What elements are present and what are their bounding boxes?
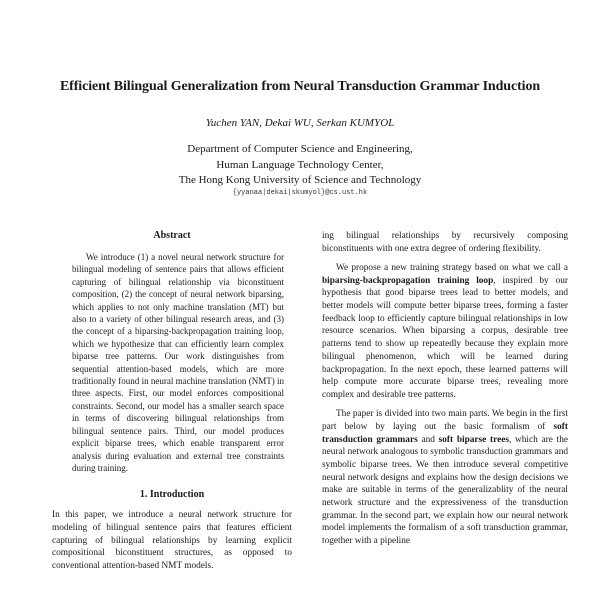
- text-span: , which are the neural network analogous to symbolic transduction grammars and symbolic biparse trees. We then introduce several competitive neural network designs and explains how the design decisions we make are suitable in terms of the generalizablity of the neural network structure and the expressiveness of the transduction grammar. In the second part, we explain how our neural network model implements the formalism of a soft transduction grammar, together with a pipeline: [322, 434, 568, 547]
- text-span: We propose a new training strategy based on what we call a: [336, 262, 568, 273]
- bold-term-soft-transduction-grammars: soft transduction grammars: [322, 421, 568, 445]
- bold-term-training-loop: biparsing-backpropagation training loop: [322, 275, 494, 286]
- paper-title: Efficient Bilingual Generalization from Neural Transduction Grammar Induction: [59, 79, 541, 94]
- affiliation-block: [0, 142, 600, 189]
- text-span: , inspired by our hypothesis that good biparse trees lead to better models, and better models will compute better biparse trees, forming a faster feedback loop to efficiently capture bilingual relationships in low resource scenarios. When biparsing a corpus, desirable tree patterns tend to show up repeatedly because they explain more bilingual phenomenon, which will be learned during backpropagation. In the next epoch, these learned patterns will help compute more accurate biparse trees, revealing more complex and desirable tree patterns.: [322, 275, 568, 400]
- abstract-heading: Abstract: [153, 230, 191, 241]
- affiliation-line: Human Language Technology Center,: [216, 158, 384, 171]
- paragraph-overview: [322, 408, 568, 548]
- introduction-heading: 1. Introduction: [139, 489, 205, 501]
- paragraph-continuation: ing bilingual relationships by recursively composing biconstituents with one extra degree of ordering flexibility.: [322, 231, 568, 254]
- abstract-text: We introduce (1) a novel neural network structure for bilingual modeling of sentence pairs that allows efficient capturing of bilingual relationship via biconstituent composition, (2) the concept of neural network biparsing, which applies to not only machine translation (MT) but also to a variety of other bilingual research areas, and (3) the concept of a biparsing-backpropagation training loop, which we hypothesize that can efficiently learn complex biparse tree patterns. Our work distinguishes from sequential attention-based models, which are more traditionally found in neural machine translation (NMT) in three aspects. First, our model enforces compositional constraints. Second, our model has a smaller search space in terms of discovering bilingual relationships from bilingual sentence pairs. Third, our model produces explicit biparse trees, which enable transparent error analysis during evaluation and external tree constraints during training.: [72, 252, 284, 473]
- paper-authors: Yuchen YAN, Dekai WU, Serkan KUMYOL: [205, 117, 395, 129]
- right-column: [322, 230, 568, 554]
- author-email: {yyanaa|dekai|skumyol}@cs.ust.hk: [232, 189, 368, 197]
- left-column: [52, 230, 292, 573]
- affiliation-line: The Hong Kong University of Science and Technology: [178, 174, 422, 186]
- paragraph-training-loop: [322, 262, 568, 402]
- introduction-text: In this paper, we introduce a neural network structure for modeling of bilingual sentence pairs that features efficient capturing of bilingual relationships by learning explicit compositional biconstituent structures, as opposed to conventional attention-based NMT models.: [52, 510, 292, 572]
- bold-term-soft-biparse-trees: soft biparse trees: [438, 434, 509, 445]
- affiliation-line: Department of Computer Science and Engineering,: [187, 143, 413, 155]
- text-span: The paper is divided into two main parts. We begin in the first part below by laying out the basic formalism of: [322, 409, 568, 432]
- text-span: and: [417, 434, 439, 445]
